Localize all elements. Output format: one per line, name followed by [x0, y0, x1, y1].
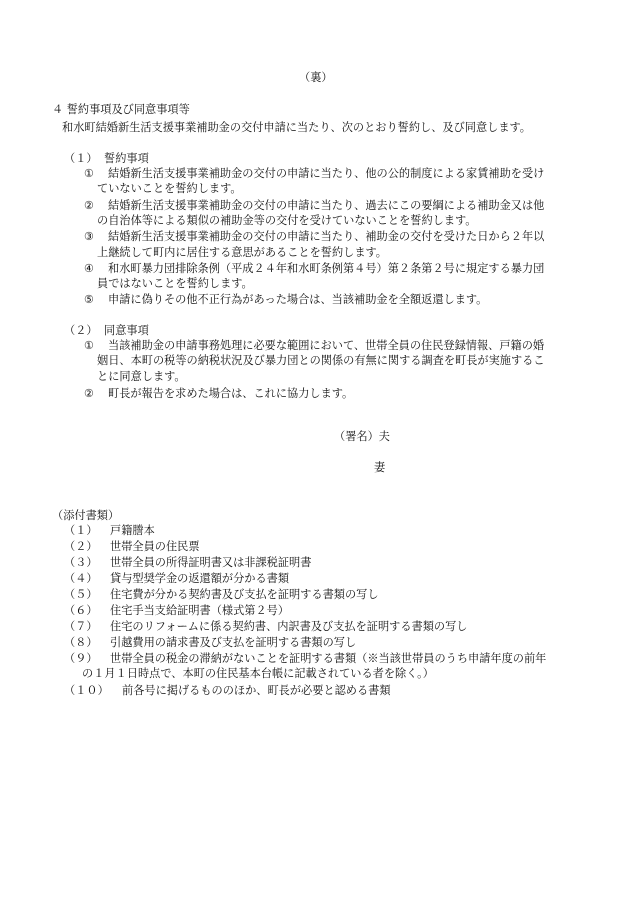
pledge-item-1-line-1: 結婚新生活支援事業補助金の交付の申請に当たり、他の公的制度による家賃補助を受け — [108, 167, 545, 180]
attachment-item — [64, 603, 289, 618]
attachment-item — [64, 683, 391, 698]
pledge-title: 誓約事項 — [104, 152, 149, 165]
attachment-number: （２） — [64, 540, 98, 553]
consent-item-2-line-1: 町長が報告を求めた場合は、これに協力します。 — [108, 387, 354, 400]
attachment-number: （１０） — [64, 684, 109, 697]
attachment-text: 世帯全員の税金の滞納がないことを証明する書類（※当該世帯員のうち申請年度の前年 — [110, 652, 547, 665]
attachment-item — [64, 555, 311, 570]
pledge-item-5-marker: ⑤ — [84, 293, 95, 306]
attachment-number: （３） — [64, 556, 98, 569]
attachment-number: （５） — [64, 588, 98, 601]
attachment-item — [64, 619, 467, 634]
attachment-number: （９） — [64, 652, 98, 665]
attachment-text: 引越費用の請求書及び支払を証明する書類の写し — [110, 636, 357, 649]
attachment-text: 貸与型奨学金の返還額が分かる書類 — [110, 572, 290, 585]
attachment-item-9-line-2: の１月１日時点で、本町の住民基本台帳に記載されている者を除く。） — [82, 667, 434, 680]
pledge-item-1-marker: ① — [84, 167, 95, 180]
pledge-item-3-line-1: 結婚新生活支援事業補助金の交付の申請に当たり、補助金の交付を受けた日から２年以 — [108, 230, 545, 243]
consent-item-1-line-2: 姻日、本町の税等の納税状況及び暴力団との関係の有無に関する調査を町長が実施するこ — [97, 354, 545, 367]
consent-item-1-line-1: 当該補助金の申請事務処理に必要な範囲において、世帯全員の住民登録情報、戸籍の婚 — [108, 339, 545, 352]
consent-item-2-marker: ② — [84, 387, 95, 400]
pledge-item-3-marker: ③ — [84, 230, 95, 243]
attachment-item — [64, 651, 546, 666]
attachment-number: （１） — [64, 524, 98, 537]
attachment-item — [64, 587, 379, 602]
attachment-text: 戸籍謄本 — [110, 524, 155, 537]
attachment-item — [64, 571, 289, 586]
pledge-item-4-marker: ④ — [84, 262, 95, 275]
section-heading: ４ 誓約事項及び同意事項等 — [52, 103, 190, 116]
section-intro: 和水町結婚新生活支援事業補助金の交付申請に当たり、次のとおり誓約し、及び同意します。 — [62, 121, 531, 134]
attachment-text: 世帯全員の住民票 — [110, 540, 200, 553]
attachment-item — [64, 539, 200, 554]
consent-title: 同意事項 — [104, 324, 149, 337]
attachment-number: （８） — [64, 636, 98, 649]
pledge-item-3-line-2: 上継続して町内に居住する意思があることを誓約します。 — [97, 246, 387, 259]
consent-heading — [64, 323, 149, 338]
consent-item-1-marker: ① — [84, 339, 95, 352]
page-side-label: （裏） — [299, 71, 333, 84]
pledge-item-2-marker: ② — [84, 199, 95, 212]
signature-husband-label: （署名）夫 — [334, 430, 390, 443]
attachment-text: 前各号に掲げるもののほか、町長が必要と認める書類 — [122, 684, 391, 697]
attachments-heading: （添付書類） — [52, 509, 120, 522]
pledge-heading — [64, 151, 149, 166]
attachment-item — [64, 635, 356, 650]
attachment-text: 世帯全員の所得証明書又は非課税証明書 — [110, 556, 312, 569]
attachment-number: （６） — [64, 604, 98, 617]
signature-wife-label: 妻 — [374, 461, 386, 474]
pledge-item-2-line-1: 結婚新生活支援事業補助金の交付の申請に当たり、過去にこの要綱による補助金又は他 — [108, 199, 545, 212]
attachment-text: 住宅費が分かる契約書及び支払を証明する書類の写し — [110, 588, 379, 601]
attachment-number: （４） — [64, 572, 98, 585]
consent-number: （２） — [64, 324, 98, 337]
attachment-item — [64, 523, 155, 538]
attachment-number: （７） — [64, 620, 98, 633]
consent-item-1-line-3: とに同意します。 — [97, 370, 186, 383]
pledge-item-4-line-2: 員ではないことを誓約します。 — [97, 277, 253, 290]
pledge-number: （１） — [64, 152, 98, 165]
pledge-item-5-line-1: 申請に偽りその他不正行為があった場合は、当該補助金を全額返還します。 — [108, 293, 488, 306]
attachment-text: 住宅のリフォームに係る契約書、内訳書及び支払を証明する書類の写し — [110, 620, 468, 633]
pledge-item-2-line-2: の自治体等による類似の補助金等の交付を受けていないことを誓約します。 — [97, 214, 477, 227]
attachment-text: 住宅手当支給証明書（様式第２号） — [110, 604, 290, 617]
pledge-item-4-line-1: 和水町暴力団排除条例（平成２４年和水町条例第４号）第２条第２号に規定する暴力団 — [108, 262, 545, 275]
pledge-item-1-line-2: ていないことを誓約します。 — [97, 182, 242, 195]
